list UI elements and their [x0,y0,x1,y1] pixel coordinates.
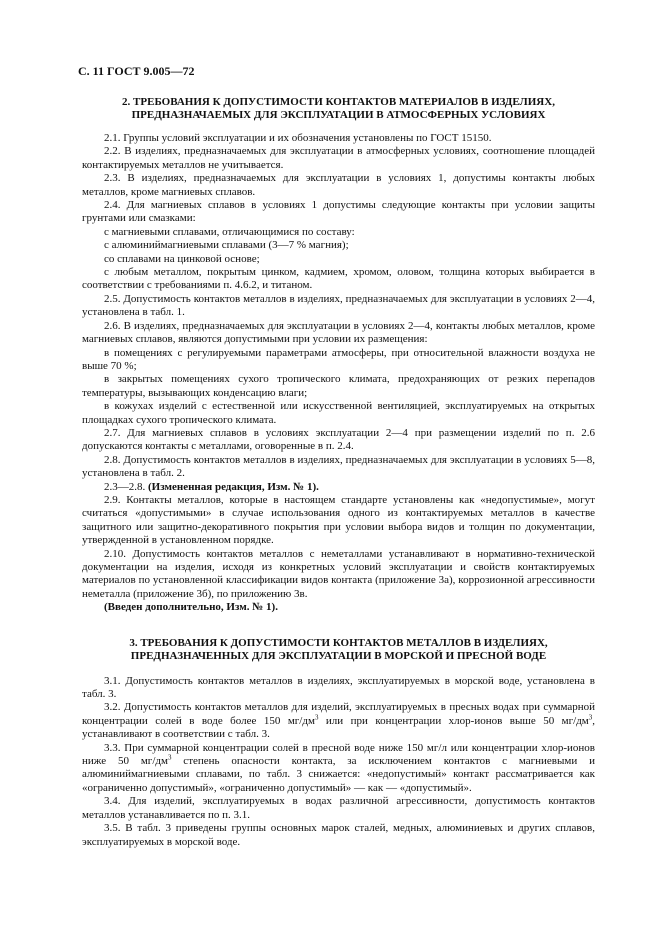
clause-3-2-part-1: 3.2. Допустимость контактов металлов для изделий, эксплуатируемых в пресных водах при суммарной концентрации солей в воде более 150 мг/дм [82,701,595,727]
clause-2-10: 2.10. Допустимость контактов металлов с неметаллами устанавливают в нормативно-технической документации на изделия, исходя из конкретных условий эксплуатации и свойств контактируемых материалов по установленной классификации видов контакта (приложение 3а), коррозионной агрессивности неметалла (приложение 3б), по приложению 3в. [82,547,595,600]
clause-2-6-item-c: в кожухах изделий с естественной или искусственной вентиляцией, эксплуатируемых на открытых площадках сухого тропического климата. [82,400,595,426]
amendment-text: (Измененная редакция, Изм. № 1). [148,480,319,493]
clause-2-9: 2.9. Контакты металлов, которые в настоящем стандарте установлены как «недопустимые», могут считаться «допустимыми» в случае использования одного из контактируемых металлов в качестве защитного или защитно-декоративного покрытия при условии выбора видов и толщин по документации, утвержденной в установленном порядке. [82,493,595,547]
clause-3-2-part-3: , устанавливают в соответствии с табл. 3. [82,714,596,741]
superscript-cubed: 3 [314,713,319,722]
amendment-range: 2.3—2.8. [104,480,146,493]
clause-2-4-item-a: с магниевыми сплавами, отличающимися по составу: [104,225,355,238]
section-3-heading-line-2: ПРЕДНАЗНАЧЕННЫХ ДЛЯ ЭКСПЛУАТАЦИИ В МОРСКОЙ И ПРЕСНОЙ ВОДЕ [130,649,547,662]
running-title: С. 11 ГОСТ 9.005—72 [78,64,195,78]
clause-3-2 [82,701,595,741]
section-3-heading [82,637,595,663]
clause-2-2: 2.2. В изделиях, предназначаемых для эксплуатации в атмосферных условиях, соотношение площадей контактируемых металлов не учитывается. [82,145,595,171]
amendment-note-2-3-2-8 [82,481,595,494]
section-2-heading [82,96,595,122]
clause-3-3-part-2: степень опасности контакта, за исключением контактов с магниевыми и алюминиймагниевыми сплавами, по табл. 3 снижается: «недопустимый» контакт рассматривается как «ограниченно допустимый», «ограниченно допустимый» — как — «допустимый». [82,755,595,794]
clause-3-3-part-1: 3.3. При суммарной концентрации солей в пресной воде ниже 150 мг/л или концентрации хлор-ионов ниже 50 мг/дм [82,741,595,768]
clause-2-6-item-b: в закрытых помещениях сухого тропического климата, предохраняющих от резких перепадов температуры, вызывающих конденсацию влаги; [82,373,595,399]
clause-2-4: 2.4. Для магниевых сплавов в условиях 1 допустимы следующие контакты при условии защиты грунтами или смазками: [82,199,595,225]
clause-2-4-item-c: со сплавами на цинковой основе; [104,252,260,265]
clause-3-3 [82,742,595,796]
clause-2-4-item-d: с любым металлом, покрытым цинком, кадмием, хромом, оловом, толщина которых выбирается в соответствии с требованиями п. 4.6.2, и титаном. [82,266,595,292]
superscript-cubed: 3 [167,753,172,762]
clause-2-7: 2.7. Для магниевых сплавов в условиях эксплуатации 2—4 при размещении изделий по п. 2.6 допускаются контакты с металлами, оговоренные в п. 2.4. [82,426,595,453]
clause-3-1: 3.1. Допустимость контактов металлов в изделиях, эксплуатируемых в морской воде, установлена в табл. 3. [82,674,595,701]
section-2-heading-line-1: 2. ТРЕБОВАНИЯ К ДОПУСТИМОСТИ КОНТАКТОВ МАТЕРИАЛОВ В ИЗДЕЛИЯХ, [122,96,555,108]
clause-2-6: 2.6. В изделиях, предназначаемых для эксплуатации в условиях 2—4, контакты любых металлов, кроме магниевых сплавов, являются допустимыми при условии их размещения: [82,319,595,346]
clause-2-5: 2.5. Допустимость контактов металлов в изделиях, предназначаемых для эксплуатации в условиях 2—4, установлена в табл. 1. [82,292,595,319]
clause-2-1: 2.1. Группы условий эксплуатации и их обозначения установлены по ГОСТ 15150. [104,132,492,144]
clause-2-6-item-a: в помещениях с регулируемыми параметрами атмосферы, при относительной влажности воздуха не выше 70 %; [82,346,595,372]
clause-2-8: 2.8. Допустимость контактов металлов в изделиях, предназначаемых для эксплуатации в условиях 5—8, установлена в табл. 2. [82,453,595,480]
clause-3-5: 3.5. В табл. 3 приведены группы основных марок сталей, медных, алюминиевых и других сплавов, эксплуатируемых в морской воде. [82,822,595,848]
superscript-cubed: 3 [588,713,593,722]
clause-2-3: 2.3. В изделиях, предназначаемых для эксплуатации в условиях 1, допустимы контакты любых металлов, кроме магниевых сплавов. [82,172,595,198]
section-2-heading-line-2: ПРЕДНАЗНАЧАЕМЫХ ДЛЯ ЭКСПЛУАТАЦИИ В АТМОСФЕРНЫХ УСЛОВИЯХ [131,109,546,121]
amendment-note-2-10: (Введен дополнительно, Изм. № 1). [104,601,278,614]
clause-3-4: 3.4. Для изделий, эксплуатируемых в водах различной агрессивности, допустимость контактов металлов устанавливается по п. 3.1. [82,795,595,821]
clause-2-4-item-b: с алюминиймагниевыми сплавами (3—7 % магния); [104,239,349,252]
section-3-heading-line-1: 3. ТРЕБОВАНИЯ К ДОПУСТИМОСТИ КОНТАКТОВ МЕТАЛЛОВ В ИЗДЕЛИЯХ, [129,636,548,649]
clause-3-2-part-2: или при концентрации хлор-ионов выше 50 мг/дм [318,714,589,727]
